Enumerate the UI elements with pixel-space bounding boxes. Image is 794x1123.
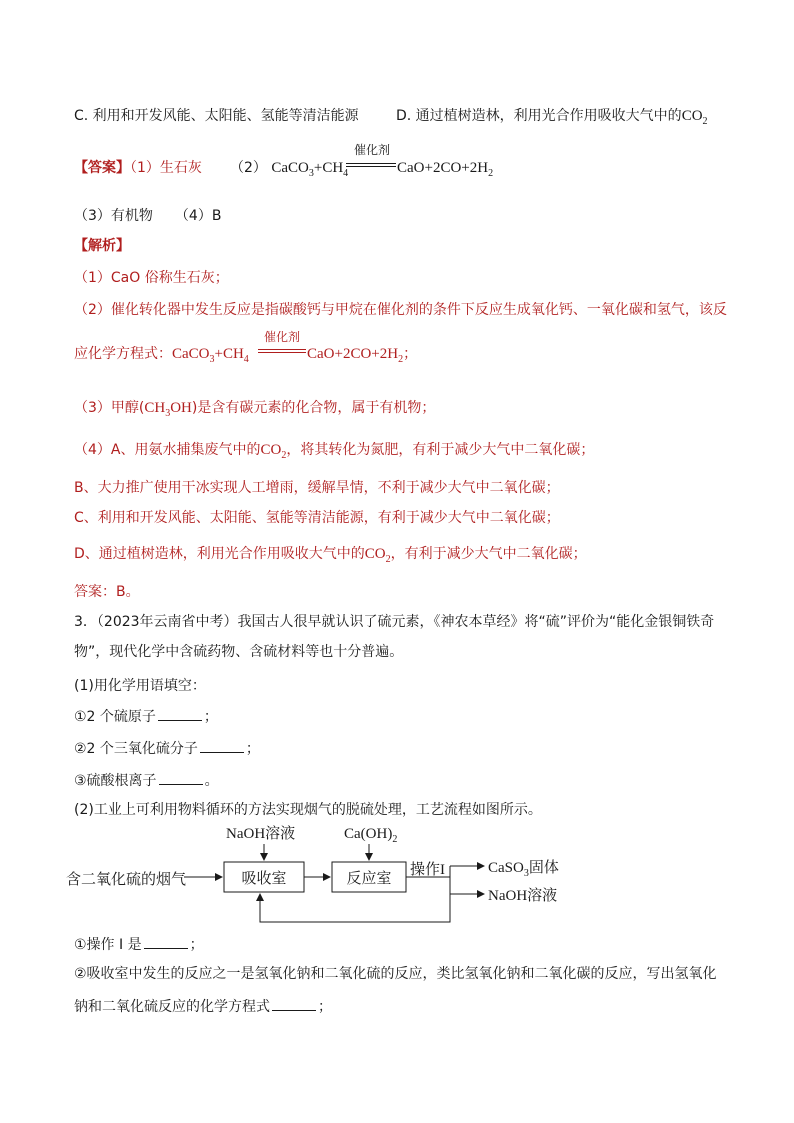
analysis-line-1: （1）CaO 俗称生石灰； <box>74 270 229 286</box>
option-c: C. 利用和开发风能、太阳能、氢能等清洁能源 <box>74 108 359 124</box>
question-3-part-2a: ①操作 I 是 ； <box>74 934 204 955</box>
analysis-line-3: 应化学方程式：$CaCO_3+CH_4$ <box>74 346 249 365</box>
answer-blank[interactable] <box>200 738 244 753</box>
analysis-line-5: （4）A、用氨水捕集废气中的$CO_2$，将其转化为氮肥，有利于减少大气中二氧化碳； <box>74 442 595 461</box>
question-3-part-1: (1)用化学用语填空： <box>74 678 206 694</box>
answer-blank[interactable] <box>159 770 203 785</box>
flow-caoh2-label: $Ca(OH)_2$ <box>344 826 398 845</box>
answer-equation: （2） $CaCO_3+CH_4$ <box>230 160 349 179</box>
flow-output-naoh-label: NaOH溶液 <box>488 888 558 904</box>
option-d: D. 通过植树造林，利用光合作用吸收大气中的$CO_2$ <box>396 108 708 127</box>
analysis-equals-sign-lower <box>258 352 306 353</box>
analysis-tag: 【解析】 <box>74 238 130 254</box>
answer-blank[interactable] <box>144 934 188 949</box>
question-3-part-1b: ②2 个三氧化硫分子 ； <box>74 738 260 759</box>
analysis-conclusion: 答案：B。 <box>74 584 140 600</box>
flow-operation-label: 操作I <box>410 862 445 878</box>
analysis-line-8: D、通过植树造林，利用光合作用吸收大气中的$CO_2$，有利于减少大气中二氧化碳； <box>74 546 587 565</box>
analysis-catalyst-label: 催化剂 <box>263 330 300 344</box>
analysis-line-2: （2）催化转化器中发生反应是指碳酸钙与甲烷在催化剂的条件下反应生成氧化钙、一氧化碳和氢气，该反 <box>74 302 727 318</box>
analysis-line-7: C、利用和开发风能、太阳能、氢能等清洁能源，有利于减少大气中二氧化碳； <box>74 510 560 526</box>
process-flow-diagram <box>60 818 620 930</box>
answer-parts-3-4: （3）有机物 （4）B <box>74 208 222 224</box>
question-3-part-1c: ③硫酸根离子 。 <box>74 770 219 791</box>
question-3-line-1: 3．（2023年云南省中考）我国古人很早就认识了硫元素，《神农本草经》将“硫”评价为“能化金银铜铁奇 <box>74 614 715 630</box>
answer-blank[interactable] <box>158 706 202 721</box>
answer-equation-right: $CaO+2CO+2H_2$ <box>397 160 494 179</box>
question-3-line-2: 物”，现代化学中含硫药物、含硫材料等也十分普遍。 <box>74 644 404 660</box>
question-3-part-2: (2)工业上可利用物料循环的方法实现烟气的脱硫处理，工艺流程如图所示。 <box>74 802 542 818</box>
equals-sign-lower <box>346 166 396 167</box>
answer-part1: （1）生石灰 <box>130 160 202 176</box>
question-3-part-2b-line-2: 钠和二氧化硫反应的化学方程式 ； <box>74 996 332 1017</box>
answer-blank[interactable] <box>272 996 316 1011</box>
reactor-label: 反应室 <box>346 871 392 887</box>
question-3-part-2b-line-1: ②吸收室中发生的反应之一是氢氧化钠和二氧化硫的反应，类比氢氧化钠和二氧化碳的反应，写出氢氧化 <box>74 966 717 982</box>
flow-input-gas-label: 含二氧化硫的烟气 <box>66 872 187 888</box>
answer-line <box>74 158 202 178</box>
equals-sign <box>346 163 396 164</box>
flow-output-caso3-label: CaSO$_3$固体 <box>488 860 559 879</box>
catalyst-label: 催化剂 <box>353 143 390 157</box>
analysis-equals-sign <box>258 349 306 350</box>
analysis-line-4: （3）甲醇$(CH_3OH)$是含有碳元素的化合物，属于有机物； <box>74 400 436 419</box>
recycle-loop-line <box>260 894 450 922</box>
question-3-part-1a: ①2 个硫原子 ； <box>74 706 218 727</box>
analysis-line-6: B、大力推广使用干冰实现人工增雨，缓解旱情，不利于减少大气中二氧化碳； <box>74 480 560 496</box>
answer-tag: 【答案】 <box>74 160 130 176</box>
absorber-label: 吸收室 <box>241 871 287 887</box>
analysis-line-3-right: $CaO+2CO+2H_2$； <box>307 346 418 365</box>
flow-naoh-input-label: NaOH溶液 <box>226 826 296 842</box>
